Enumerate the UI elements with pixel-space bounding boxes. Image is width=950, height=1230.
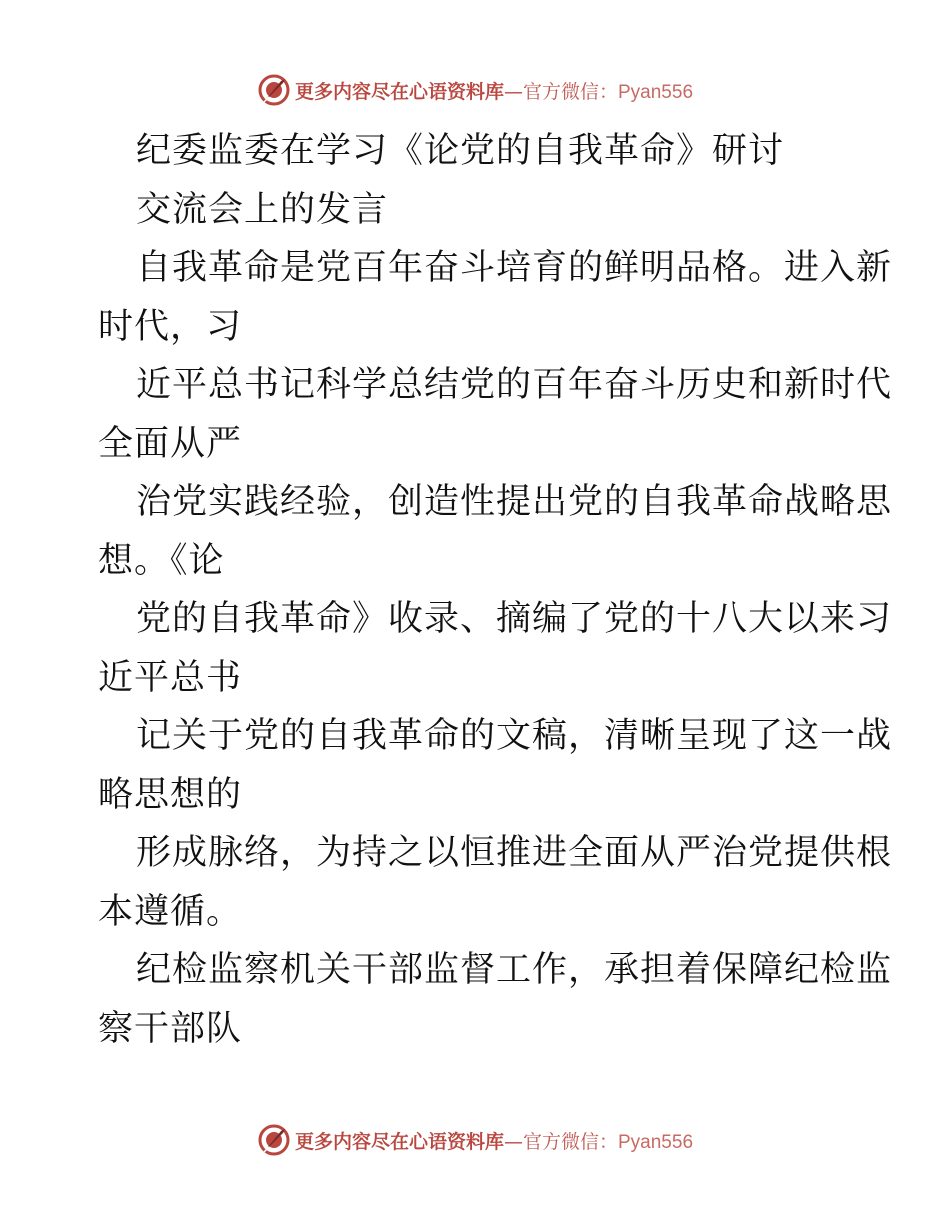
- banner-text: [295, 1127, 693, 1154]
- doc-paragraph-line: 治党实践经验，创造性提出党的自我革命战略思: [136, 482, 893, 522]
- document-body: [98, 122, 893, 1058]
- doc-paragraph-line: 全面从严: [98, 423, 243, 464]
- doc-paragraph-line: 形成脉络，为持之以恒推进全面从严治党提供根: [136, 833, 893, 873]
- doc-paragraph-line: 察干部队: [98, 1008, 243, 1049]
- doc-paragraph-line: 记关于党的自我革命的文稿，清晰呈现了这一战: [136, 716, 893, 756]
- quill-pen-icon: [257, 1123, 291, 1157]
- banner-text: [295, 77, 693, 104]
- doc-paragraph-line: 时代，习: [98, 306, 243, 347]
- doc-paragraph-line: 党的自我革命》收录、摘编了党的十八大以来习: [136, 599, 893, 639]
- banner-site-text: 更多内容尽在心语资料库: [294, 1130, 504, 1153]
- banner-dash: —: [503, 80, 523, 103]
- banner-wechat-id: Pyan556: [618, 1131, 694, 1153]
- doc-paragraph-line: 自我革命是党百年奋斗培育的鲜明品格。进入新: [136, 248, 893, 288]
- doc-paragraph-line: 想。《论: [98, 540, 225, 581]
- banner-dash: —: [503, 1130, 523, 1153]
- footer-banner: [0, 1120, 950, 1160]
- doc-paragraph-line: 近平总书记科学总结党的百年奋斗历史和新时代: [136, 365, 893, 405]
- banner-wechat-id: Pyan556: [618, 81, 694, 103]
- doc-paragraph-line: 近平总书: [98, 657, 243, 698]
- doc-title-line: 交流会上的发言: [136, 189, 389, 230]
- quill-pen-icon: [257, 73, 291, 107]
- banner-wechat-label: 官方微信：: [522, 80, 618, 103]
- header-banner: [0, 70, 950, 110]
- banner-site-text: 更多内容尽在心语资料库: [294, 80, 504, 103]
- doc-paragraph-line: 本遵循。: [98, 891, 243, 932]
- doc-paragraph-line: 纪检监察机关干部监督工作，承担着保障纪检监: [136, 950, 893, 990]
- doc-title-line: 纪委监委在学习《论党的自我革命》研讨: [136, 131, 785, 171]
- doc-paragraph-line: 略思想的: [98, 774, 243, 815]
- banner-wechat-label: 官方微信：: [522, 1130, 618, 1153]
